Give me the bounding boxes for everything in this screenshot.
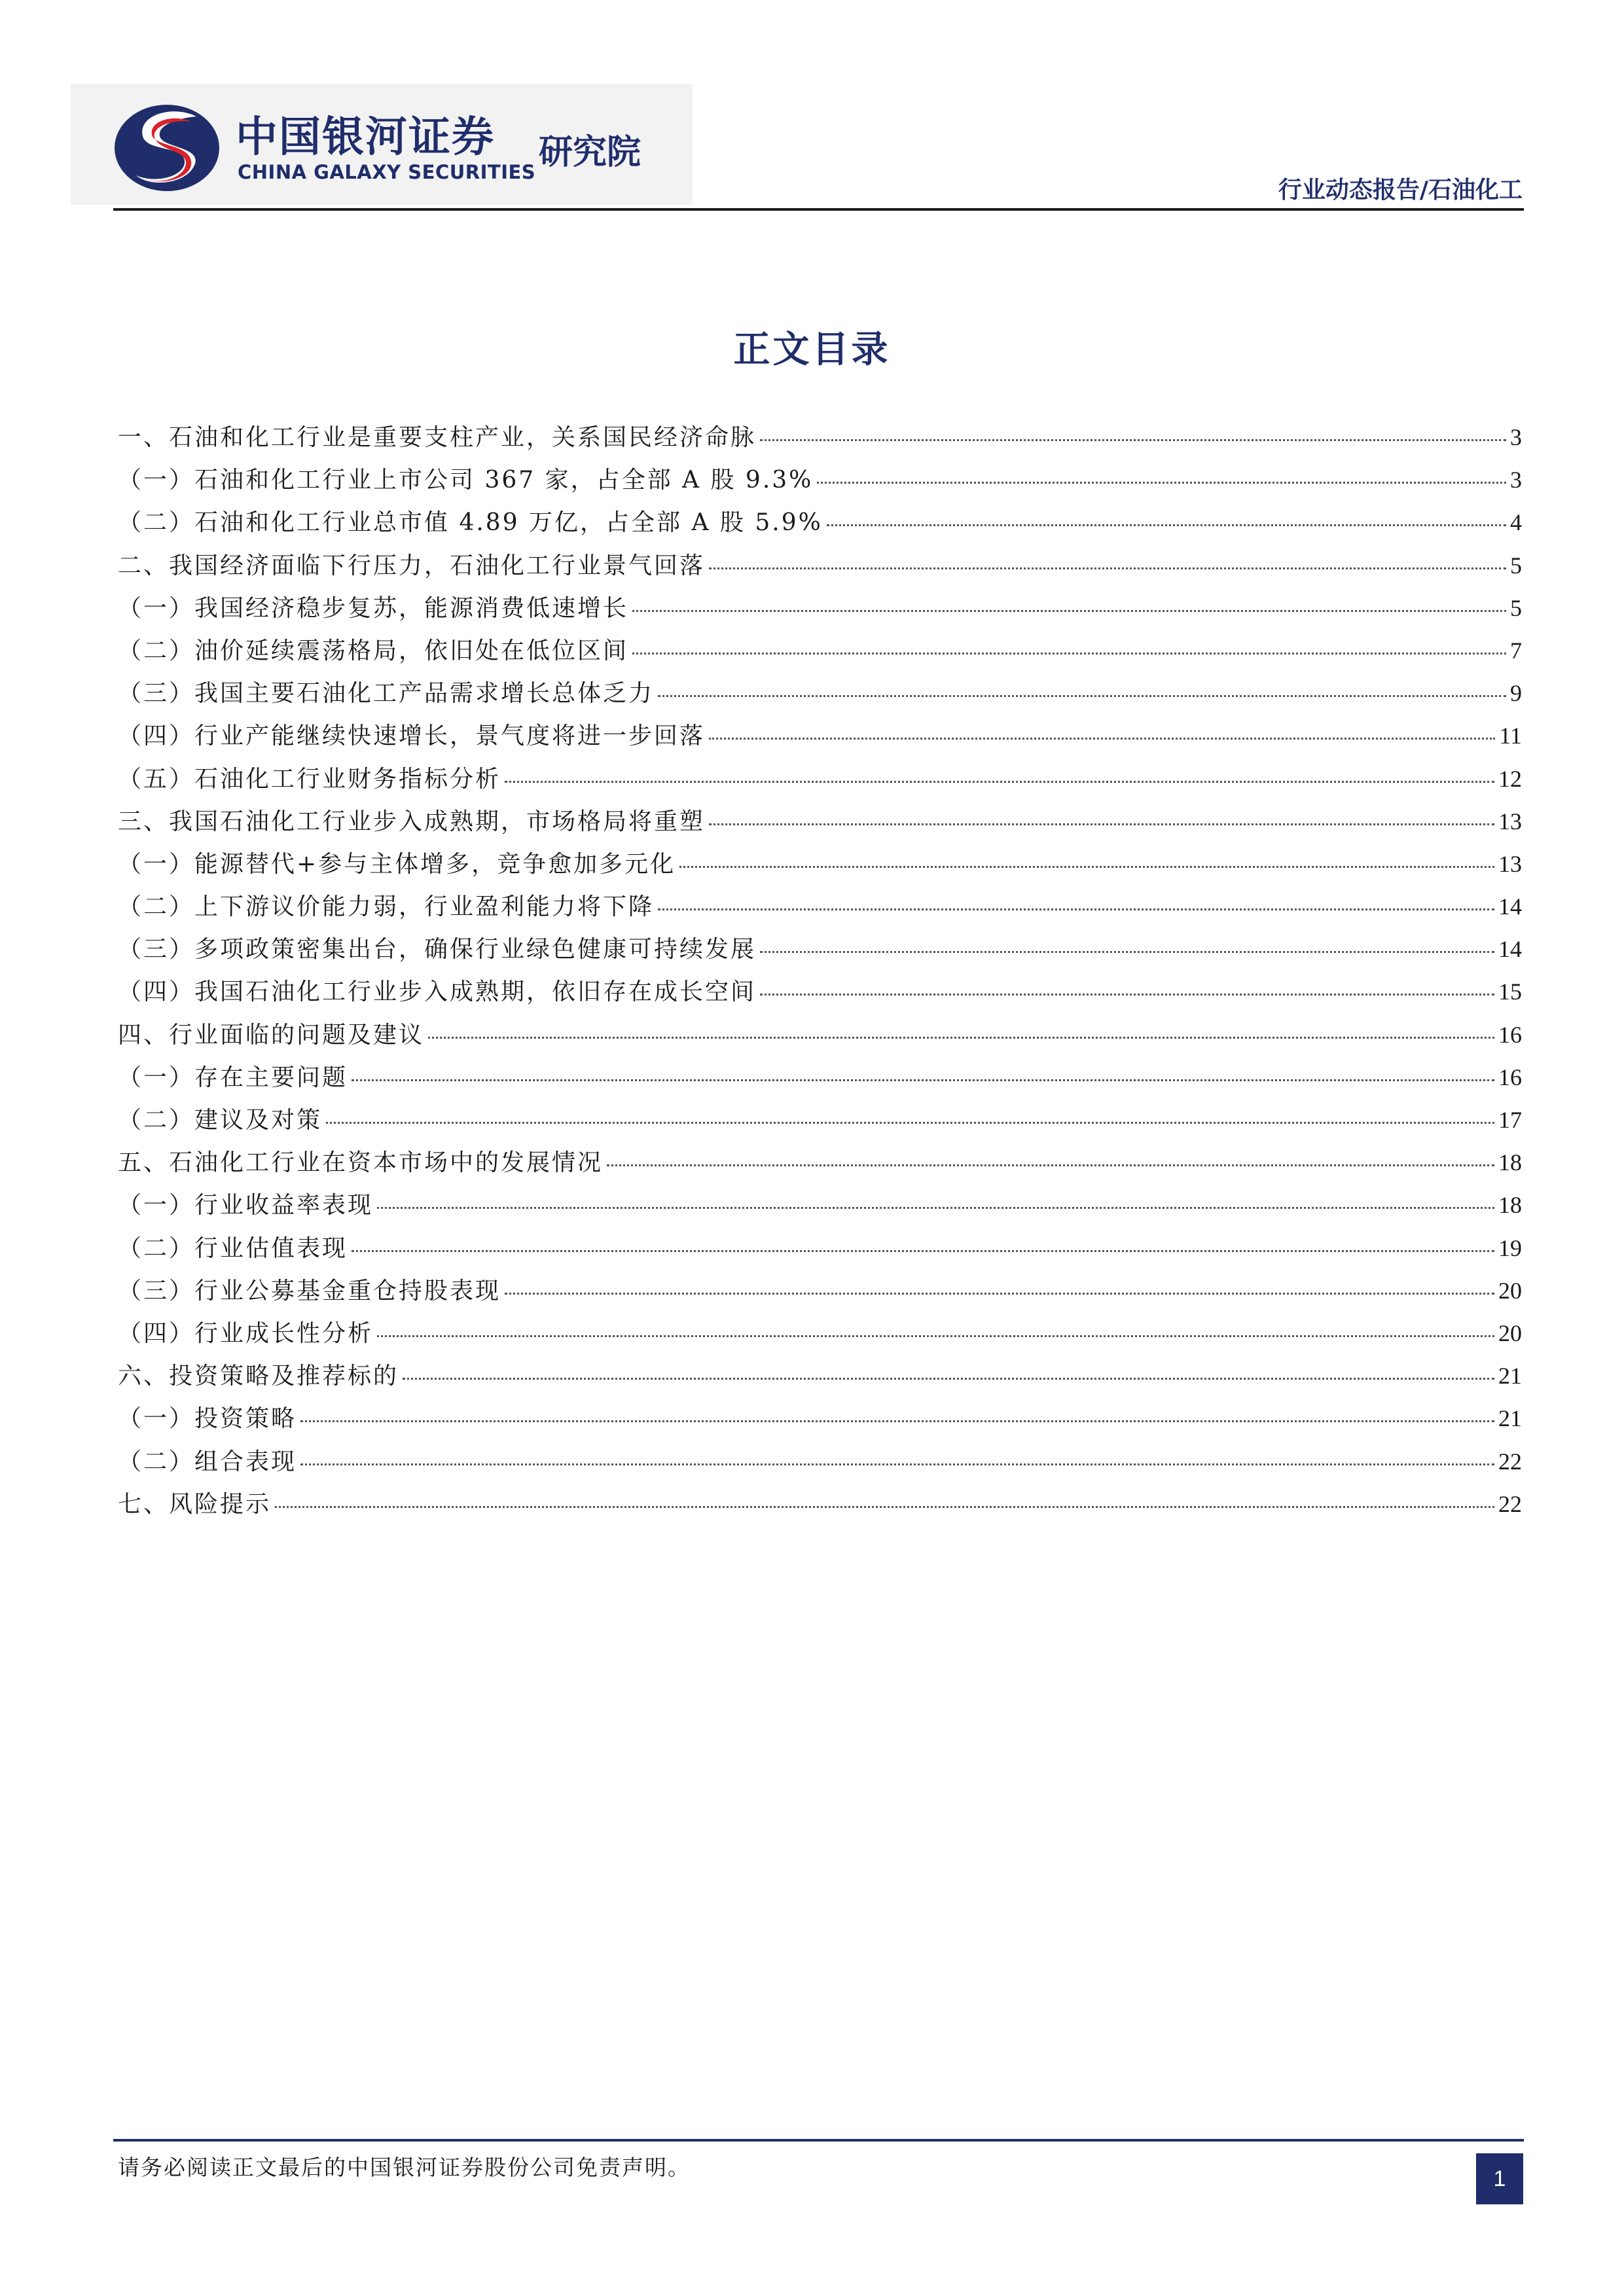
- toc-entry-page: 11: [1499, 723, 1522, 749]
- toc-entry[interactable]: [118, 416, 1522, 459]
- toc-entry[interactable]: [118, 587, 1522, 630]
- toc-entry-page: 22: [1498, 1448, 1522, 1475]
- report-type: 行业动态报告/石油化工: [1278, 177, 1523, 204]
- toc-dot-leader: [817, 481, 1506, 484]
- toc-entry-title: 五、石油化工行业在资本市场中的发展情况: [118, 1149, 604, 1177]
- toc-entry[interactable]: [118, 630, 1522, 672]
- toc-entry[interactable]: [118, 886, 1522, 928]
- toc-entry[interactable]: [118, 1227, 1522, 1270]
- logo-block: [71, 84, 693, 205]
- toc-entry-page: 20: [1498, 1319, 1522, 1346]
- toc-dot-leader: [827, 524, 1506, 526]
- toc-entry-page: 12: [1498, 765, 1522, 792]
- toc-entry[interactable]: [118, 1483, 1522, 1526]
- footer-disclaimer: 请务必阅读正文最后的中国银河证券股份公司免责声明。: [118, 2155, 691, 2180]
- toc-entry-page: 18: [1498, 1149, 1522, 1176]
- toc-entry[interactable]: [118, 1355, 1522, 1397]
- toc-entry[interactable]: [118, 715, 1522, 757]
- toc-entry-page: 13: [1498, 808, 1522, 834]
- toc-entry[interactable]: [118, 1312, 1522, 1355]
- toc-entry-title: （四）我国石油化工行业步入成熟期，依旧存在成长空间: [118, 978, 757, 1006]
- toc-entry[interactable]: [118, 1056, 1522, 1099]
- table-of-contents: [118, 416, 1522, 1526]
- toc-entry[interactable]: [118, 501, 1522, 544]
- toc-entry-page: 17: [1498, 1107, 1522, 1133]
- toc-dot-leader: [428, 1036, 1494, 1039]
- toc-entry[interactable]: [118, 1184, 1522, 1227]
- toc-entry-page: 15: [1498, 978, 1522, 1005]
- toc-dot-leader: [632, 609, 1506, 612]
- toc-entry-title: 一、石油和化工行业是重要支柱产业，关系国民经济命脉: [118, 424, 757, 451]
- toc-entry-page: 3: [1510, 467, 1522, 493]
- toc-entry[interactable]: [118, 800, 1522, 843]
- toc-entry-page: 22: [1498, 1490, 1522, 1517]
- toc-entry-title: 六、投资策略及推荐标的: [118, 1363, 399, 1390]
- toc-entry-title: （一）石油和化工行业上市公司 367 家，占全部 A 股 9.3%: [118, 467, 814, 494]
- toc-entry-title: （四）行业成长性分析: [118, 1319, 374, 1347]
- toc-entry-title: （五）石油化工行业财务指标分析: [118, 765, 501, 793]
- toc-entry-title: （二）石油和化工行业总市值 4.89 万亿，占全部 A 股 5.9%: [118, 509, 823, 537]
- toc-entry-title: （二）建议及对策: [118, 1107, 323, 1134]
- toc-entry-page: 14: [1498, 936, 1522, 963]
- toc-entry-title: 七、风险提示: [118, 1490, 272, 1518]
- logo-english-name: CHINA GALAXY SECURITIES: [238, 161, 536, 183]
- logo-chinese-name: 中国银河证券: [236, 113, 495, 162]
- toc-entry[interactable]: [118, 1441, 1522, 1483]
- toc-dot-leader: [352, 1079, 1494, 1081]
- toc-dot-leader: [709, 567, 1506, 569]
- toc-entry-title: （一）我国经济稳步复苏，能源消费低速增长: [118, 594, 629, 622]
- toc-entry-page: 21: [1498, 1363, 1522, 1390]
- galaxy-logo-icon: [111, 98, 223, 195]
- toc-entry[interactable]: [118, 672, 1522, 715]
- toc-entry-title: （三）我国主要石油化工产品需求增长总体乏力: [118, 680, 655, 708]
- toc-entry[interactable]: [118, 545, 1522, 587]
- toc-dot-leader: [632, 652, 1506, 655]
- toc-dot-leader: [300, 1420, 1494, 1422]
- toc-dot-leader: [679, 865, 1494, 868]
- toc-entry-title: 四、行业面临的问题及建议: [118, 1021, 425, 1049]
- toc-dot-leader: [403, 1377, 1494, 1380]
- page-title: 正文目录: [733, 329, 891, 371]
- toc-entry[interactable]: [118, 1099, 1522, 1141]
- toc-entry-title: （三）多项政策密集出台，确保行业绿色健康可持续发展: [118, 936, 757, 963]
- toc-dot-leader: [607, 1164, 1494, 1166]
- toc-entry-title: （二）油价延续震荡格局，依旧处在低位区间: [118, 637, 629, 664]
- toc-dot-leader: [505, 780, 1494, 783]
- toc-dot-leader: [709, 823, 1494, 825]
- toc-entry[interactable]: [118, 1397, 1522, 1440]
- toc-entry-page: 3: [1510, 424, 1522, 450]
- toc-entry-page: 16: [1498, 1064, 1522, 1090]
- toc-entry[interactable]: [118, 758, 1522, 800]
- footer-divider: [113, 2139, 1524, 2142]
- toc-entry[interactable]: [118, 843, 1522, 886]
- toc-dot-leader: [377, 1335, 1494, 1337]
- toc-entry-page: 5: [1510, 552, 1522, 579]
- toc-entry-page: 5: [1510, 594, 1522, 621]
- toc-entry-page: 7: [1510, 637, 1522, 664]
- toc-entry[interactable]: [118, 971, 1522, 1013]
- header-divider: [113, 208, 1524, 211]
- toc-entry-title: （一）存在主要问题: [118, 1064, 348, 1091]
- toc-entry-title: （一）投资策略: [118, 1405, 297, 1433]
- toc-dot-leader: [760, 993, 1494, 996]
- toc-entry-page: 4: [1510, 509, 1522, 536]
- toc-entry-title: 三、我国石油化工行业步入成熟期，市场格局将重塑: [118, 808, 706, 835]
- toc-entry-title: （二）行业估值表现: [118, 1234, 348, 1262]
- toc-dot-leader: [377, 1206, 1494, 1209]
- toc-entry-title: （一）能源替代+参与主体增多，竞争愈加多元化: [118, 850, 676, 878]
- toc-entry[interactable]: [118, 1014, 1522, 1056]
- toc-entry-page: 20: [1498, 1277, 1522, 1304]
- toc-dot-leader: [352, 1249, 1494, 1252]
- toc-entry[interactable]: [118, 928, 1522, 971]
- toc-entry-title: （二）组合表现: [118, 1448, 297, 1475]
- toc-dot-leader: [300, 1463, 1494, 1465]
- toc-entry[interactable]: [118, 459, 1522, 501]
- toc-entry-page: 14: [1498, 893, 1522, 920]
- page-number: 1: [1476, 2153, 1523, 2204]
- toc-entry-page: 16: [1498, 1021, 1522, 1048]
- toc-entry-title: （一）行业收益率表现: [118, 1192, 374, 1219]
- toc-dot-leader: [760, 950, 1494, 953]
- toc-dot-leader: [505, 1292, 1494, 1295]
- toc-entry-page: 19: [1498, 1234, 1522, 1261]
- toc-dot-leader: [760, 439, 1506, 441]
- toc-entry-title: （二）上下游议价能力弱，行业盈利能力将下降: [118, 893, 655, 921]
- toc-entry-title: （三）行业公募基金重仓持股表现: [118, 1277, 501, 1304]
- toc-dot-leader: [709, 737, 1495, 740]
- toc-entry-page: 18: [1498, 1192, 1522, 1219]
- toc-entry-title: 二、我国经济面临下行压力，石油化工行业景气回落: [118, 552, 706, 579]
- toc-entry[interactable]: [118, 1141, 1522, 1184]
- toc-entry-title: （四）行业产能继续快速增长，景气度将进一步回落: [118, 723, 706, 750]
- toc-dot-leader: [658, 908, 1494, 910]
- toc-dot-leader: [275, 1505, 1494, 1508]
- toc-entry[interactable]: [118, 1270, 1522, 1312]
- toc-entry-page: 13: [1498, 850, 1522, 877]
- logo-institute: 研究院: [539, 133, 641, 172]
- toc-dot-leader: [658, 694, 1506, 697]
- toc-dot-leader: [326, 1121, 1494, 1124]
- toc-entry-page: 9: [1510, 680, 1522, 707]
- toc-entry-page: 21: [1498, 1405, 1522, 1432]
